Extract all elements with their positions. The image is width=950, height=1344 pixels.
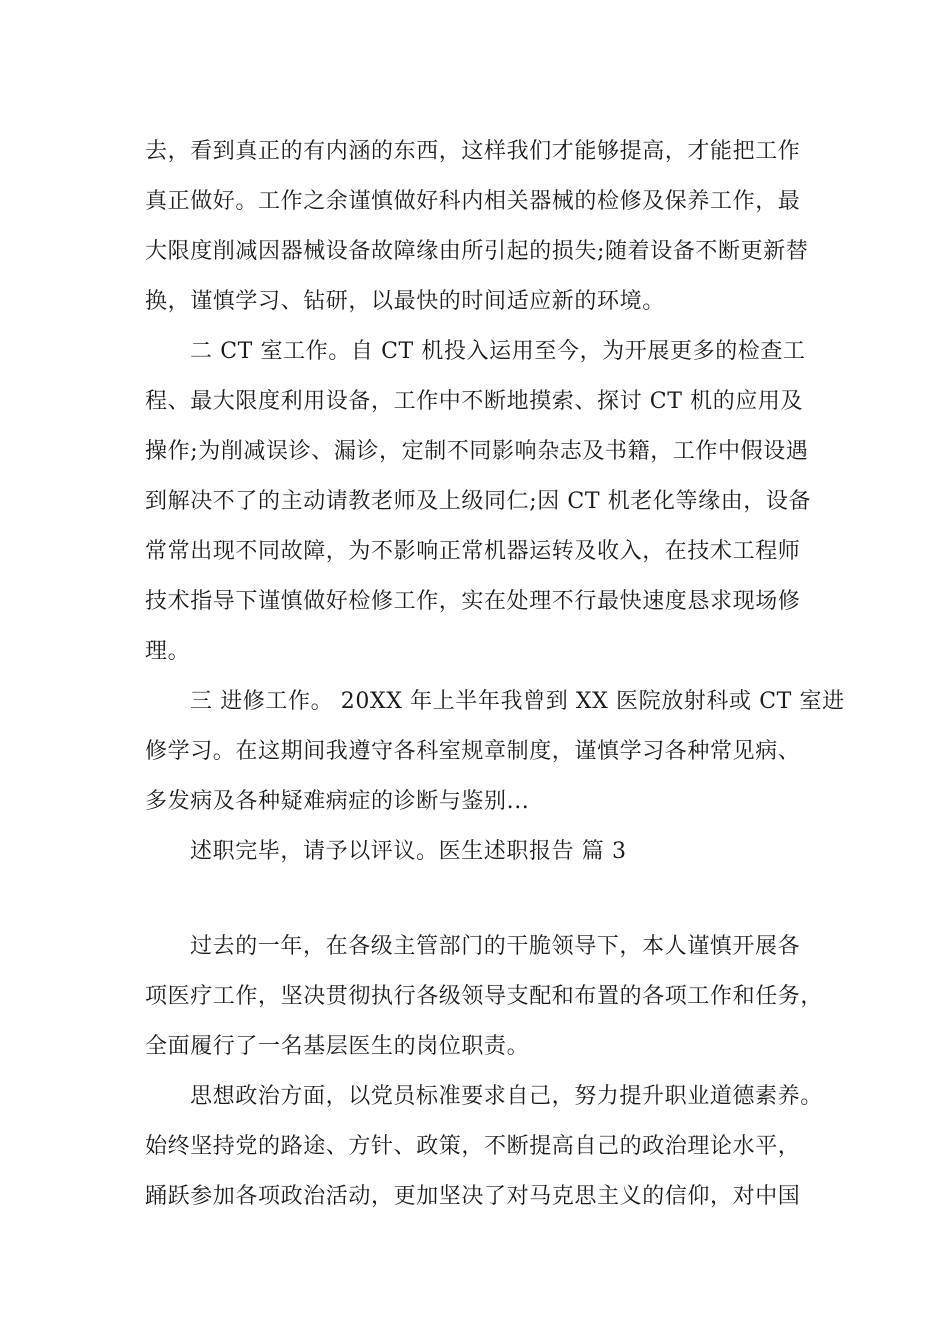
text-line: 去，看到真正的有内涵的东西，这样我们才能够提高，才能把工作 [145,139,801,164]
text-line: 换，谨慎学习、钻研，以最快的时间适应新的环境。 [145,289,665,314]
section-heading-line: 述职完毕，请予以评议。医生述职报告 篇 3 [190,839,627,864]
text-line: 到解决不了的主动请教老师及上级同仁;因 CT 机老化等缘由，设备 [145,489,812,514]
text-line: 操作;为削减误诊、漏诊，定制不同影响杂志及书籍，工作中假设遇 [145,439,809,464]
text-line: 项医疗工作，坚决贯彻执行各级领导支配和布置的各项工作和任务， [145,984,824,1009]
text-line: 理。 [145,639,191,664]
text-line: 常常出现不同故障，为不影响正常机器运转及收入，在技术工程师 [145,539,801,564]
text-line: 二 CT 室工作。自 CT 机投入运用至今，为开展更多的检查工 [190,339,806,364]
text-line: 过去的一年，在各级主管部门的干脆领导下，本人谨慎开展各 [190,934,801,959]
text-line: 全面履行了一名基层医生的岗位职责。 [145,1034,530,1059]
text-line: 始终坚持党的路途、方针、政策，不断提高自己的政治理论水平， [145,1134,801,1159]
text-line: 技术指导下谨慎做好检修工作，实在处理不行最快速度恳求现场修 [145,589,801,614]
text-line: 真正做好。工作之余谨慎做好科内相关器械的检修及保养工作，最 [145,189,801,214]
text-line: 思想政治方面，以党员标准要求自己，努力提升职业道德素养。 [190,1084,823,1109]
text-line: 三 进修工作。 20XX 年上半年我曾到 XX 医院放射科或 CT 室进 [190,689,845,714]
text-line: 程、最大限度利用设备，工作中不断地摸索、探讨 CT 机的应用及 [145,389,804,414]
text-line: 修学习。在这期间我遵守各科室规章制度，谨慎学习各种常见病、 [145,739,801,764]
text-line: 大限度削减因器械设备故障缘由所引起的损失;随着设备不断更新替 [145,239,809,264]
text-line: 多发病及各种疑难病症的诊断与鉴别... [145,789,530,814]
text-line: 踊跃参加各项政治活动，更加坚决了对马克思主义的信仰，对中国 [145,1184,801,1209]
